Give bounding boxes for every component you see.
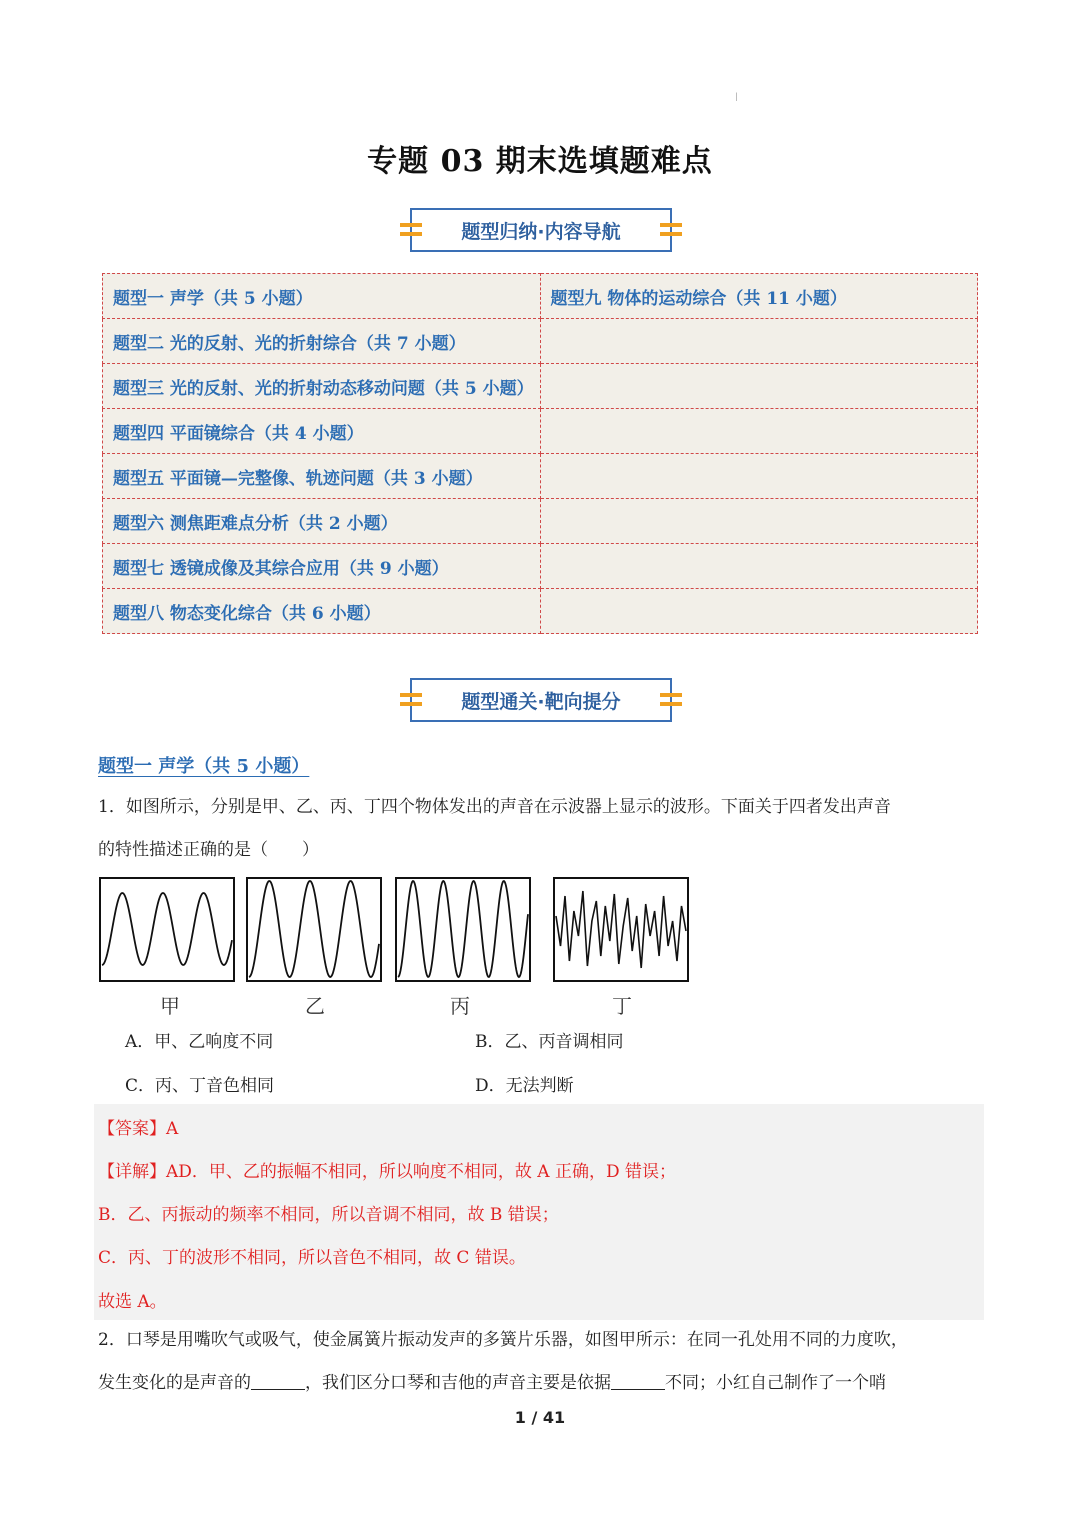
explanation-line: B．乙、丙振动的频率不相同，所以音调不相同，故 B 错误； — [98, 1205, 559, 1225]
nav-item-empty — [540, 589, 978, 634]
waveform-yi — [247, 878, 381, 981]
waveform-ding — [554, 878, 688, 981]
question-2-line — [98, 1362, 988, 1405]
section-heading-link[interactable]: 题型一 声学（共 5 小题） — [98, 756, 310, 777]
banner-bars-icon — [660, 693, 682, 707]
wave-label-bing: 丙 — [450, 994, 470, 1018]
nav-item-empty — [540, 364, 978, 409]
nav-item-empty — [540, 454, 978, 499]
question-1-text — [98, 786, 988, 872]
question-1-line: 1．如图所示，分别是甲、乙、丙、丁四个物体发出的声音在示波器上显示的波形。下面关于四者发出声音 — [98, 797, 891, 817]
nav-banner-label: 题型归纳·内容导航 — [461, 220, 621, 243]
nav-item[interactable]: 题型八 物态变化综合（共 6 小题） — [103, 589, 541, 634]
nav-banner — [410, 208, 672, 252]
banner-bars-icon — [400, 223, 422, 237]
nav-row — [103, 409, 978, 454]
nav-item[interactable]: 题型九 物体的运动综合（共 11 小题） — [540, 274, 978, 319]
conclusion-line: 故选 A。 — [98, 1292, 167, 1312]
question-2-line: 2．口琴是用嘴吹气或吸气，使金属簧片振动发声的多簧片乐器，如图甲所示：在同一孔处用不同的力度吹， — [98, 1330, 908, 1350]
answer-line: 【答案】A — [98, 1119, 179, 1139]
explanation-line: 【详解】AD．甲、乙的振幅不相同，所以响度不相同，故 A 正确，D 错误； — [98, 1162, 677, 1182]
nav-item-empty — [540, 409, 978, 454]
wave-label-jia: 甲 — [160, 994, 180, 1018]
nav-row — [103, 364, 978, 409]
waveform-bing — [396, 878, 530, 981]
nav-item-empty — [540, 319, 978, 364]
banner-bars-icon — [660, 223, 682, 237]
wave-label-yi: 乙 — [305, 994, 325, 1018]
option-d[interactable]: D．无法判断 — [475, 1076, 574, 1096]
nav-row — [103, 454, 978, 499]
nav-row — [103, 544, 978, 589]
answer-blank[interactable] — [251, 1369, 305, 1390]
nav-item-empty — [540, 499, 978, 544]
nav-row — [103, 589, 978, 634]
practice-banner-label: 题型通关·靶向提分 — [461, 690, 621, 713]
waveform-jia — [100, 878, 234, 981]
banner-bars-icon — [400, 693, 422, 707]
option-b[interactable]: B．乙、丙音调相同 — [475, 1032, 624, 1052]
page-number: 1 / 41 — [514, 1408, 566, 1427]
nav-row — [103, 274, 978, 319]
nav-item[interactable]: 题型四 平面镜综合（共 4 小题） — [103, 409, 541, 454]
nav-item[interactable]: 题型二 光的反射、光的折射综合（共 7 小题） — [103, 319, 541, 364]
nav-item[interactable]: 题型六 测焦距难点分析（共 2 小题） — [103, 499, 541, 544]
question-2-segment: 发生变化的是声音的 — [98, 1373, 251, 1393]
nav-row — [103, 499, 978, 544]
explanation-line: C．丙、丁的波形不相同，所以音色不相同，故 C 错误。 — [98, 1248, 526, 1268]
nav-table — [102, 273, 978, 634]
practice-banner — [410, 678, 672, 722]
nav-item[interactable]: 题型一 声学（共 5 小题） — [103, 274, 541, 319]
answer-blank[interactable] — [611, 1369, 665, 1390]
waveform-figure — [98, 876, 698, 1021]
nav-item[interactable]: 题型七 透镜成像及其综合应用（共 9 小题） — [103, 544, 541, 589]
option-a[interactable]: A．甲、乙响度不同 — [125, 1032, 274, 1052]
wave-label-ding: 丁 — [612, 994, 632, 1018]
page-title: 专题 03 期末选填题难点 — [367, 144, 713, 179]
question-1-line: 的特性描述正确的是（ ） — [98, 840, 319, 860]
nav-item-empty — [540, 544, 978, 589]
question-2-text — [98, 1319, 988, 1405]
nav-item[interactable]: 题型三 光的反射、光的折射动态移动问题（共 5 小题） — [103, 364, 541, 409]
question-2-segment: 不同；小红自己制作了一个哨 — [665, 1373, 886, 1393]
header-mark: | — [735, 92, 738, 101]
option-c[interactable]: C．丙、丁音色相同 — [125, 1076, 275, 1096]
nav-row — [103, 319, 978, 364]
question-2-segment: ，我们区分口琴和吉他的声音主要是依据 — [305, 1373, 611, 1393]
nav-item[interactable]: 题型五 平面镜—完整像、轨迹问题（共 3 小题） — [103, 454, 541, 499]
